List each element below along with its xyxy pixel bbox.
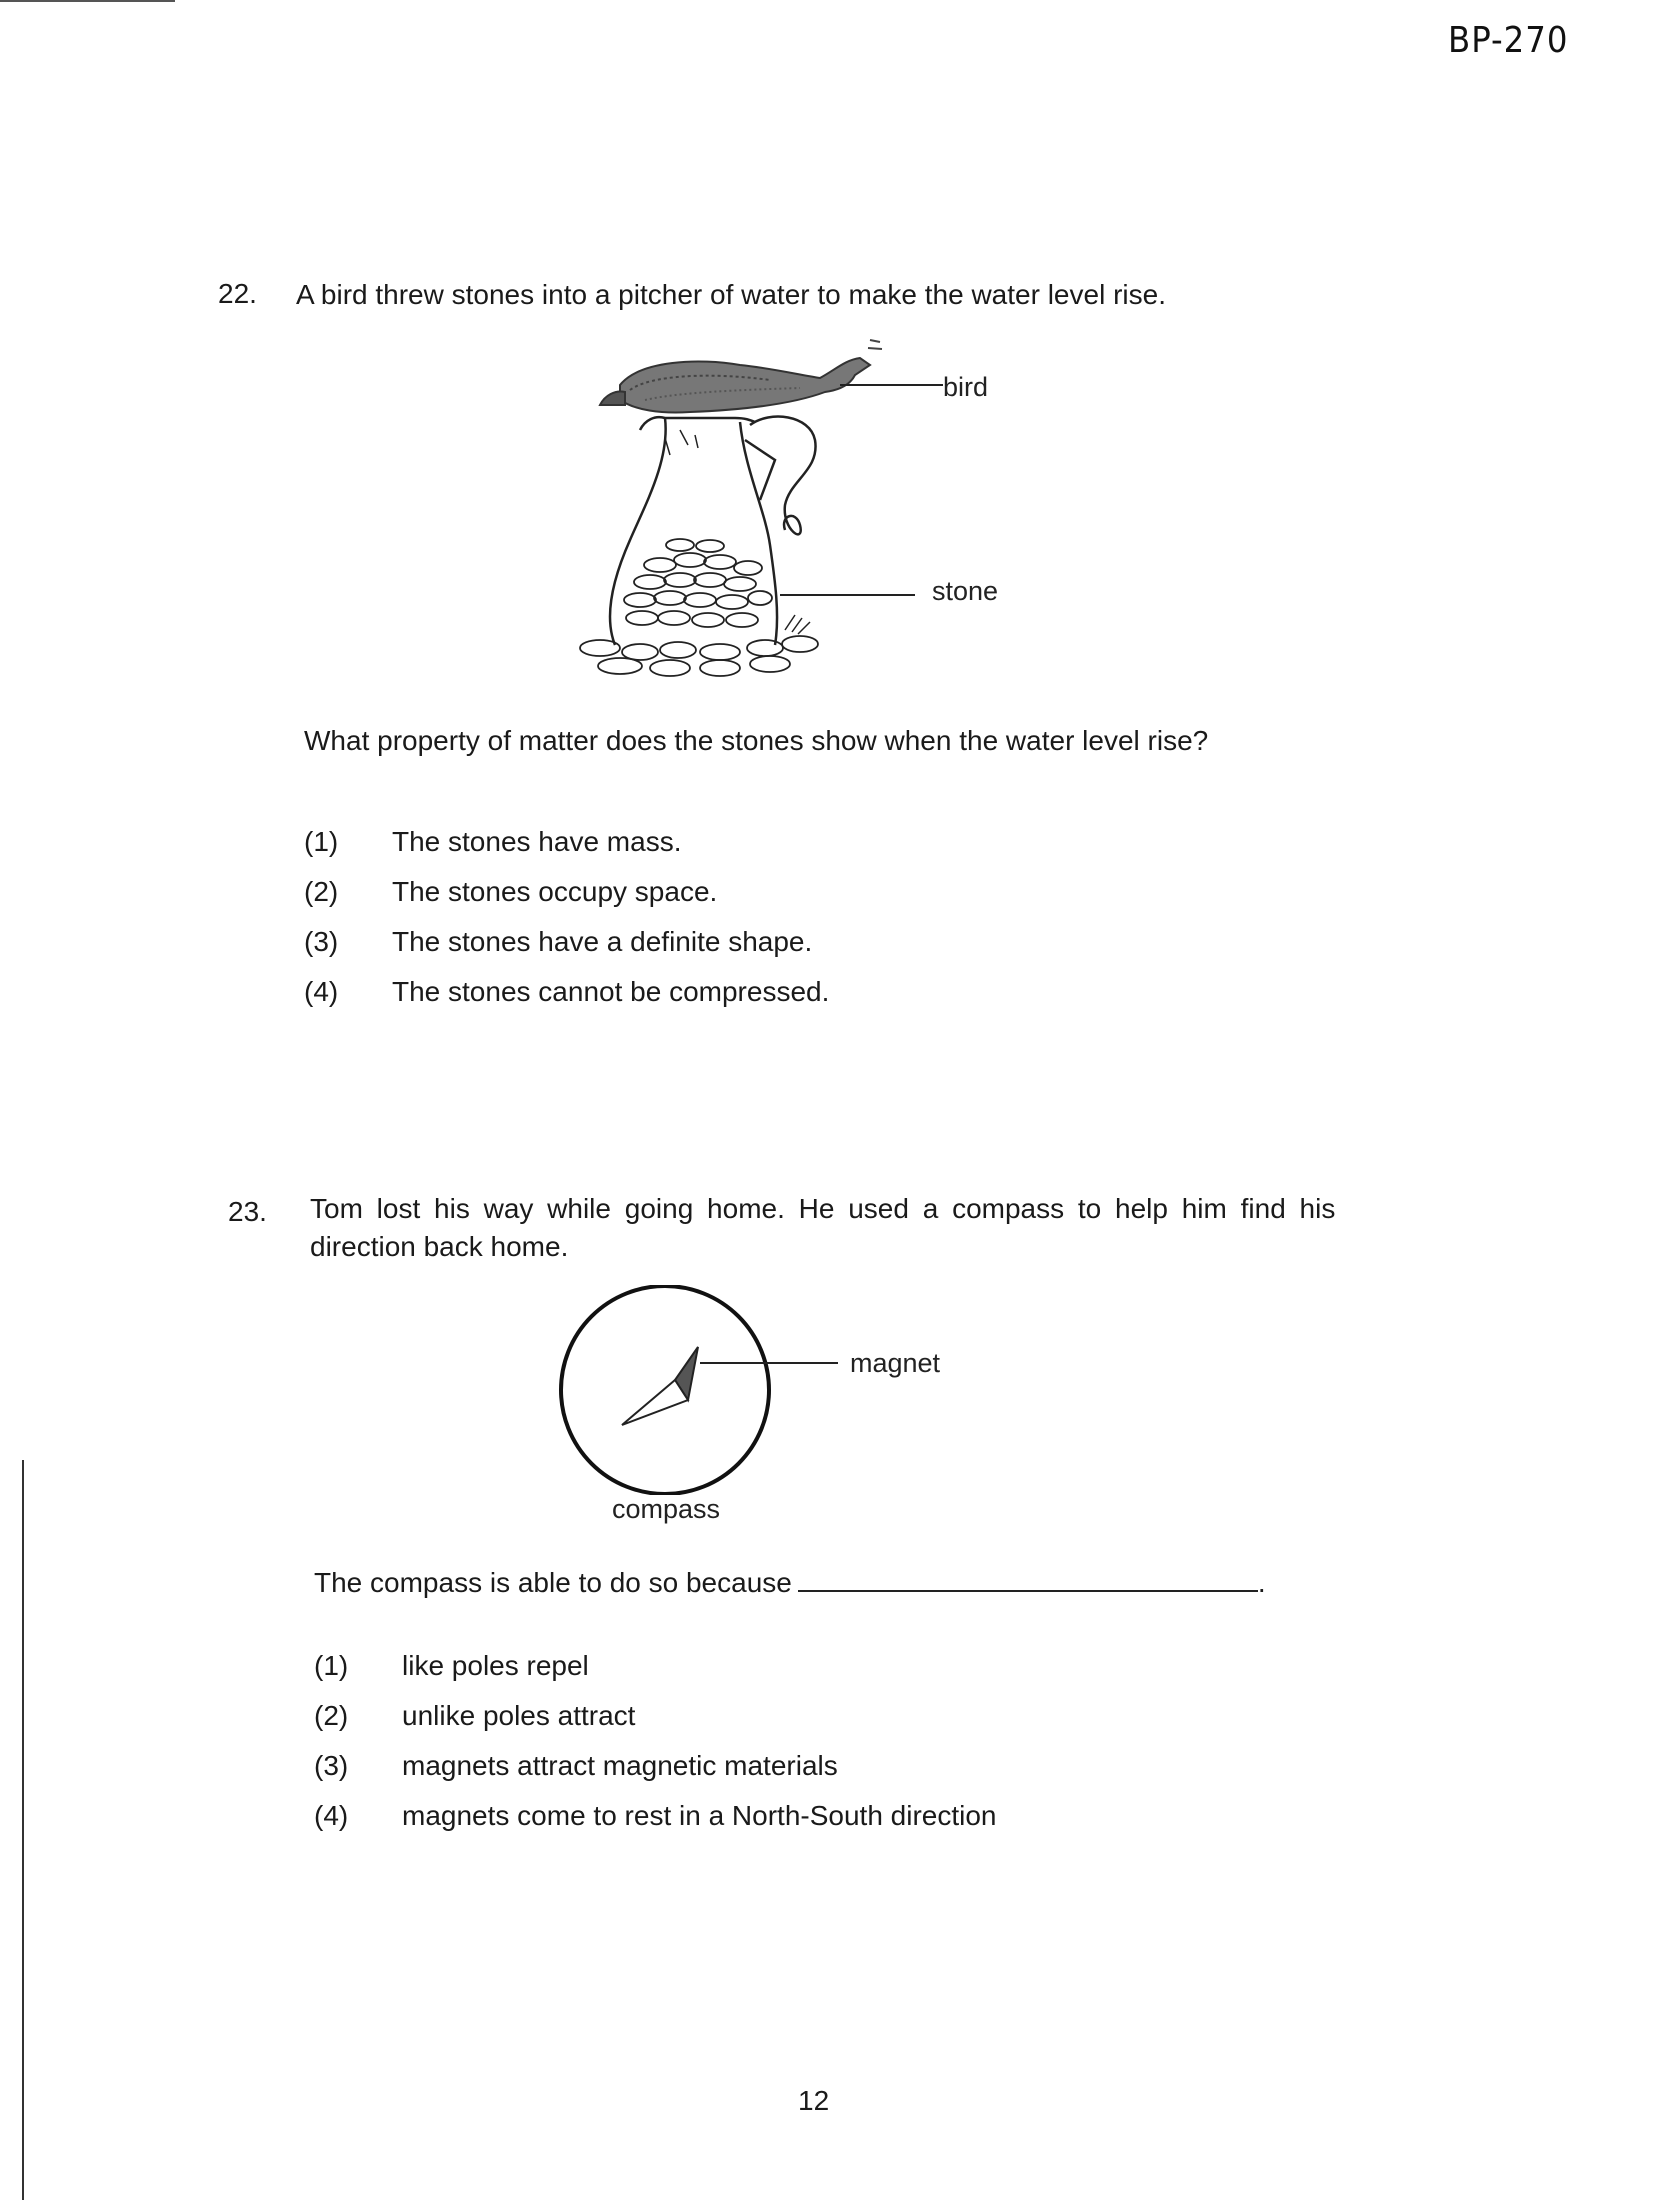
option-number: (2)	[314, 1700, 349, 1731]
document-code: BP-270	[1448, 20, 1569, 61]
question-23-prompt: The compass is able to do so because	[314, 1567, 792, 1598]
option-4[interactable]	[304, 976, 1204, 1016]
question-23-prompt-line	[314, 1564, 1266, 1600]
option-number: (4)	[314, 1800, 349, 1831]
option-text: The stones cannot be compressed.	[392, 976, 830, 1007]
scan-edge-top	[0, 0, 175, 2]
question-22-number: 22.	[218, 278, 257, 309]
answer-blank[interactable]	[798, 1564, 1258, 1592]
compass-needle	[622, 1347, 698, 1425]
compass-figure	[550, 1285, 870, 1495]
bird-illustration	[600, 340, 882, 413]
question-22-prompt: What property of matter does the stones show when the water level rise?	[304, 725, 1209, 756]
option-number: (3)	[314, 1750, 349, 1781]
option-2[interactable]	[314, 1700, 1214, 1740]
option-text: magnets attract magnetic materials	[402, 1750, 838, 1781]
page-number: 12	[798, 2085, 830, 2116]
scan-edge-left	[22, 1460, 24, 2200]
option-number: (4)	[304, 976, 339, 1007]
option-text: The stones occupy space.	[392, 876, 718, 907]
option-4[interactable]	[314, 1800, 1214, 1840]
option-text: The stones have a definite shape.	[392, 926, 813, 957]
option-number: (3)	[304, 926, 339, 957]
question-23-stem-line2: direction back home.	[310, 1231, 569, 1262]
option-text: unlike poles attract	[402, 1700, 636, 1731]
option-1[interactable]	[314, 1650, 1214, 1690]
question-22-stem: A bird threw stones into a pitcher of water to make the water level rise.	[296, 279, 1166, 310]
compass-label: compass	[612, 1494, 721, 1524]
question-23-stem-line1: Tom lost his way while going home. He used a compass to help him find his	[310, 1193, 1336, 1224]
option-text: magnets come to rest in a North-South direction	[402, 1800, 997, 1831]
question-22-options	[304, 826, 1304, 1026]
option-number: (2)	[304, 876, 339, 907]
option-3[interactable]	[304, 926, 1204, 966]
option-text: like poles repel	[402, 1650, 589, 1681]
stone-label: stone	[932, 576, 999, 606]
option-number: (1)	[304, 826, 339, 857]
option-number: (1)	[314, 1650, 349, 1681]
question-23-options	[314, 1650, 1314, 1850]
option-2[interactable]	[304, 876, 1204, 916]
stones-illustration	[580, 539, 818, 676]
option-text: The stones have mass.	[392, 826, 682, 857]
option-1[interactable]	[304, 826, 1204, 866]
question-23-number: 23.	[228, 1196, 267, 1227]
option-3[interactable]	[314, 1750, 1214, 1790]
bird-label: bird	[943, 372, 989, 402]
magnet-label: magnet	[850, 1348, 941, 1378]
prompt-end: .	[1257, 1567, 1266, 1598]
